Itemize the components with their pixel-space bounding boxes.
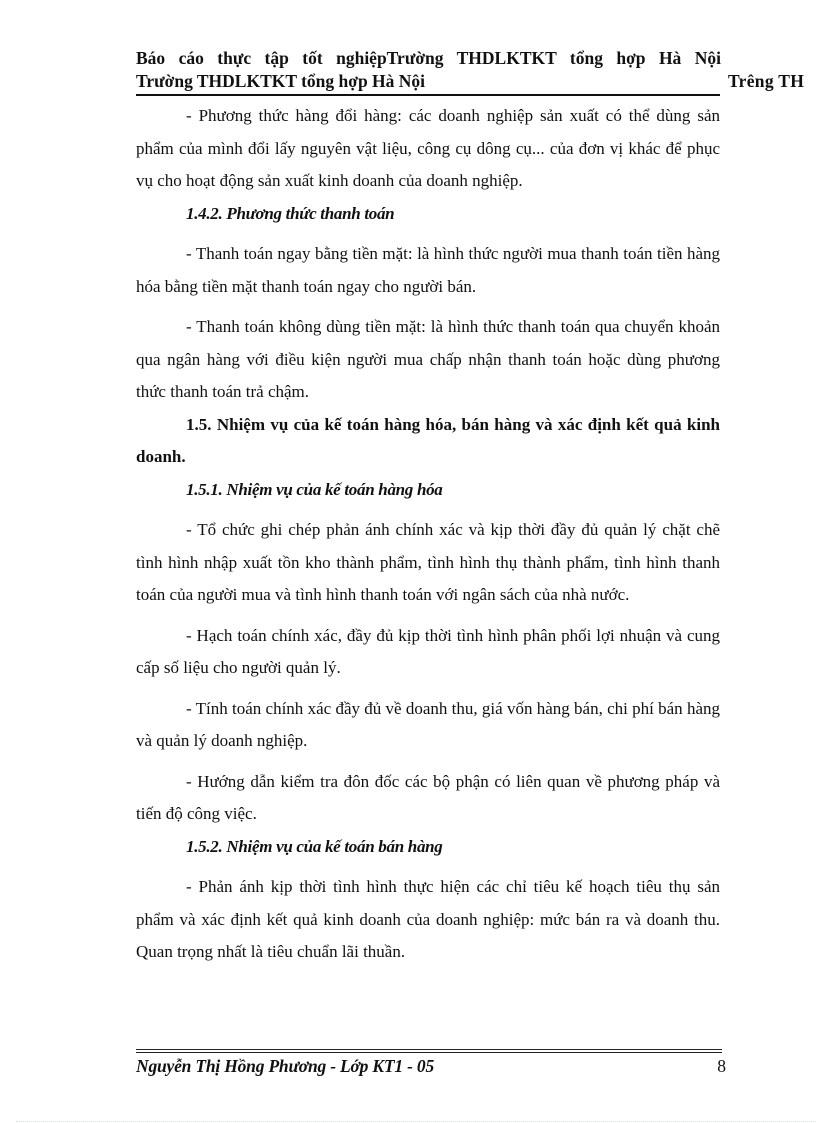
paragraph-cash-payment: - Thanh toán ngay bằng tiền mặt: là hình thức người mua thanh toán tiền hàng hóa bằng tiền mặt thanh toán ngay cho người bán. [136,244,720,296]
paragraph-noncash-payment: - Thanh toán không dùng tiền mặt: là hình thức thanh toán qua chuyển khoản qua ngân hàng với điều kiện người mua chấp nhận thanh toán hoặc dùng phương thức thanh toán trả chậm. [136,317,720,401]
page-boundary [16,1121,816,1122]
header-subtitle-row [136,70,816,93]
paragraph-revenue-calculation: - Tính toán chính xác đầy đủ về doanh thu, giá vốn hàng bán, chi phí bán hàng và quản lý doanh nghiệp. [136,698,720,750]
page-header [136,47,816,93]
heading-1-5: 1.5. Nhiệm vụ của kế toán hàng hóa, bán hàng và xác định kết quả kinh doanh. [136,414,720,466]
page-number: 8 [717,1056,726,1076]
header-title: Báo cáo thực tập tốt nghiệpTrường THDLKTKT tổng hợp Hà Nội [136,48,721,68]
heading-1-5-1: 1.5.1. Nhiệm vụ của kế toán hàng hóa [186,479,443,499]
paragraph-sales-reporting: - Phản ánh kịp thời tình hình thực hiện các chỉ tiêu kế hoạch tiêu thụ sản phẩm và xác định kết quả kinh doanh của doanh nghiệp: mức bán ra và doanh thu. Quan trọng nhất là tiêu chuẩn lãi thuần. [136,877,720,961]
footer-divider-bottom [136,1052,722,1053]
heading-1-4-2: 1.4.2. Phương thức thanh toán [186,203,395,223]
header-school-name: Trường THDLKTKT tổng hợp Hà Nội [136,71,426,91]
header-divider [136,94,720,96]
footer-divider-top [136,1049,722,1050]
paragraph-guidance: - Hướng dẫn kiểm tra đôn đốc các bộ phận có liên quan về phương pháp và tiến độ công việc. [136,771,720,823]
paragraph-recording-tasks: - Tổ chức ghi chép phản ánh chính xác và kịp thời đầy đủ quản lý chặt chẽ tình hình nhập xuất tồn kho thành phẩm, tình hình thụ thành phẩm, tình hình thanh toán của người mua và tình hình thanh toán với ngân sách của nhà nước. [136,520,720,604]
heading-1-5-2: 1.5.2. Nhiệm vụ của kế toán bán hàng [186,836,443,856]
footer-author: Nguyễn Thị Hồng Phương - Lớp KT1 - 05 [136,1056,434,1076]
header-overflow-text: Trêng TH [728,71,805,91]
page-footer [136,1054,726,1078]
document-body [136,100,720,969]
paragraph-profit-accounting: - Hạch toán chính xác, đầy đủ kịp thời tình hình phân phối lợi nhuận và cung cấp số liệu cho người quản lý. [136,625,720,677]
paragraph-barter: - Phương thức hàng đổi hàng: các doanh nghiệp sản xuất có thể dùng sản phẩm của mình đổi lấy nguyên vật liệu, công cụ dông cụ... của đơn vị khác để phục vụ cho hoạt động sản xuất kinh doanh của doanh nghiệp. [136,106,720,190]
